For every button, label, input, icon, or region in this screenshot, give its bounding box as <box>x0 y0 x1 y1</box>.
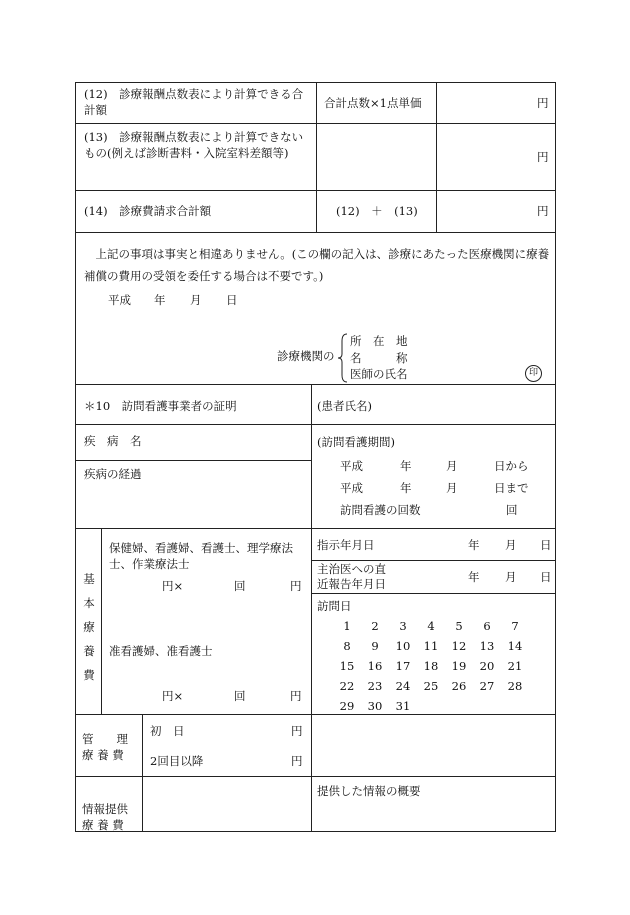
institution-address: 所 在 地 <box>350 334 408 348</box>
row-13-label: (13) 診療報酬点数表により計算できないもの(例えば診断書料・入院室料差額等) <box>84 130 304 161</box>
report-year: 年 <box>468 570 480 584</box>
nurse-qualifications: 保健婦、看護婦、看護士、理学療法士、作業療法士 <box>109 541 293 572</box>
period-from-era: 平成 <box>340 459 363 473</box>
period-from-year: 年 <box>400 459 412 473</box>
period-to-suffix: 日まで <box>494 481 529 495</box>
nurse-yen: 円× <box>162 579 184 593</box>
calendar-day: 14 <box>507 639 523 653</box>
calendar-day: 24 <box>395 679 411 693</box>
calendar-day: 13 <box>479 639 495 653</box>
calendar-day: 29 <box>339 699 355 713</box>
row-14-label: (14) 診療費請求合計額 <box>84 204 212 218</box>
calendar-week-3 <box>333 656 533 676</box>
calendar-day: 22 <box>339 679 355 693</box>
seal-icon: 印 <box>525 365 542 382</box>
calendar-week-4 <box>333 676 533 696</box>
calendar-day: 4 <box>427 619 435 633</box>
calendar-day: 15 <box>339 659 355 673</box>
calendar-day: 19 <box>451 659 467 673</box>
instruction-year: 年 <box>468 538 480 552</box>
calendar-day: 18 <box>423 659 439 673</box>
declaration-era: 平成 <box>108 293 131 307</box>
report-month: 月 <box>505 570 517 584</box>
period-from-month: 月 <box>446 459 458 473</box>
assoc-total: 円 <box>290 689 302 703</box>
calendar-day: 28 <box>507 679 523 693</box>
declaration-year: 年 <box>154 293 166 307</box>
calendar-day: 2 <box>371 619 379 633</box>
calendar-day: 30 <box>367 699 383 713</box>
period-from-suffix: 日から <box>494 459 529 473</box>
row-12-formula: 合計点数×1点単価 <box>324 96 422 110</box>
declaration-day: 日 <box>226 293 238 307</box>
nursing-period-label: (訪問看護期間) <box>317 435 395 449</box>
calendar-day: 26 <box>451 679 467 693</box>
calendar-day: 6 <box>483 619 491 633</box>
calendar-day: 21 <box>507 659 523 673</box>
visit-count-label: 訪問看護の回数 <box>340 503 421 517</box>
brace-icon <box>338 333 348 383</box>
calendar-day: 12 <box>451 639 467 653</box>
basic-fee-label: 基 本 療 養 費 <box>83 572 95 682</box>
management-fee-label-1: 管 理 <box>82 732 128 746</box>
institution-label: 診療機関の <box>277 349 335 363</box>
second-on-label: 2回目以降 <box>150 754 204 768</box>
assoc-yen: 円× <box>162 689 184 703</box>
calendar-day: 11 <box>423 639 439 653</box>
calendar-day: 31 <box>395 699 411 713</box>
declaration-text: 上記の事項は事実と相違ありません。(この欄の記入は、診療にあたった医療機関に療養補償の費用の受領を委任する場合は不要です。) <box>84 247 550 283</box>
calendar-day: 3 <box>399 619 407 633</box>
calendar-day: 10 <box>395 639 411 653</box>
management-fee-label-2: 療 養 費 <box>82 748 124 762</box>
disease-name-label: 疾 病 名 <box>84 434 142 448</box>
calendar-day: 9 <box>371 639 379 653</box>
nurse-times: 回 <box>234 579 246 593</box>
info-summary-label: 提供した情報の概要 <box>317 784 421 798</box>
report-day: 日 <box>540 570 552 584</box>
first-day-unit: 円 <box>291 724 303 738</box>
row-14-formula: (12) ＋ (13) <box>336 204 418 218</box>
row-13-unit: 円 <box>537 150 549 164</box>
period-to-era: 平成 <box>340 481 363 495</box>
nurse-total: 円 <box>290 579 302 593</box>
calendar-day: 17 <box>395 659 411 673</box>
patient-name-label: (患者氏名) <box>317 399 372 413</box>
row-12-unit: 円 <box>537 96 549 110</box>
calendar-day: 8 <box>343 639 351 653</box>
assoc-times: 回 <box>234 689 246 703</box>
calendar-day: 25 <box>423 679 439 693</box>
calendar-day: 20 <box>479 659 495 673</box>
report-date-label-2: 近報告年月日 <box>317 577 386 591</box>
calendar-week-2 <box>333 636 533 656</box>
calendar-day: 23 <box>367 679 383 693</box>
calendar-day: 7 <box>511 619 519 633</box>
visit-nursing-title: ＊10 訪問看護事業者の証明 <box>84 399 237 413</box>
calendar-day: 5 <box>455 619 463 633</box>
assoc-nurse-qualifications: 准看護婦、准看護士 <box>109 644 213 658</box>
visit-days-label: 訪問日 <box>317 599 352 613</box>
first-day-label: 初 日 <box>150 724 185 738</box>
disease-course-label: 疾病の経過 <box>84 467 142 481</box>
row-12-label: (12) 診療報酬点数表により計算できる合計額 <box>84 87 304 118</box>
declaration-month: 月 <box>190 293 202 307</box>
visit-days-calendar <box>333 616 533 716</box>
calendar-week-5 <box>333 696 533 716</box>
calendar-day: 27 <box>479 679 495 693</box>
calendar-week-1 <box>333 616 533 636</box>
visit-nursing-table <box>75 385 556 832</box>
calendar-day: 16 <box>367 659 383 673</box>
instruction-date-label: 指示年月日 <box>317 538 375 552</box>
institution-doctor: 医師の氏名 <box>350 367 408 381</box>
instruction-day: 日 <box>540 538 552 552</box>
info-fee-label-1: 情報提供 <box>82 802 128 816</box>
period-to-month: 月 <box>446 481 458 495</box>
institution-name: 名 称 <box>350 351 408 365</box>
row-14-unit: 円 <box>537 204 549 218</box>
period-to-year: 年 <box>400 481 412 495</box>
report-date-label-1: 主治医への直 <box>317 562 386 576</box>
instruction-month: 月 <box>505 538 517 552</box>
calendar-day: 1 <box>343 619 351 633</box>
second-on-unit: 円 <box>291 754 303 768</box>
visit-count-unit: 回 <box>506 503 518 517</box>
info-fee-label-2: 療 養 費 <box>82 818 124 832</box>
